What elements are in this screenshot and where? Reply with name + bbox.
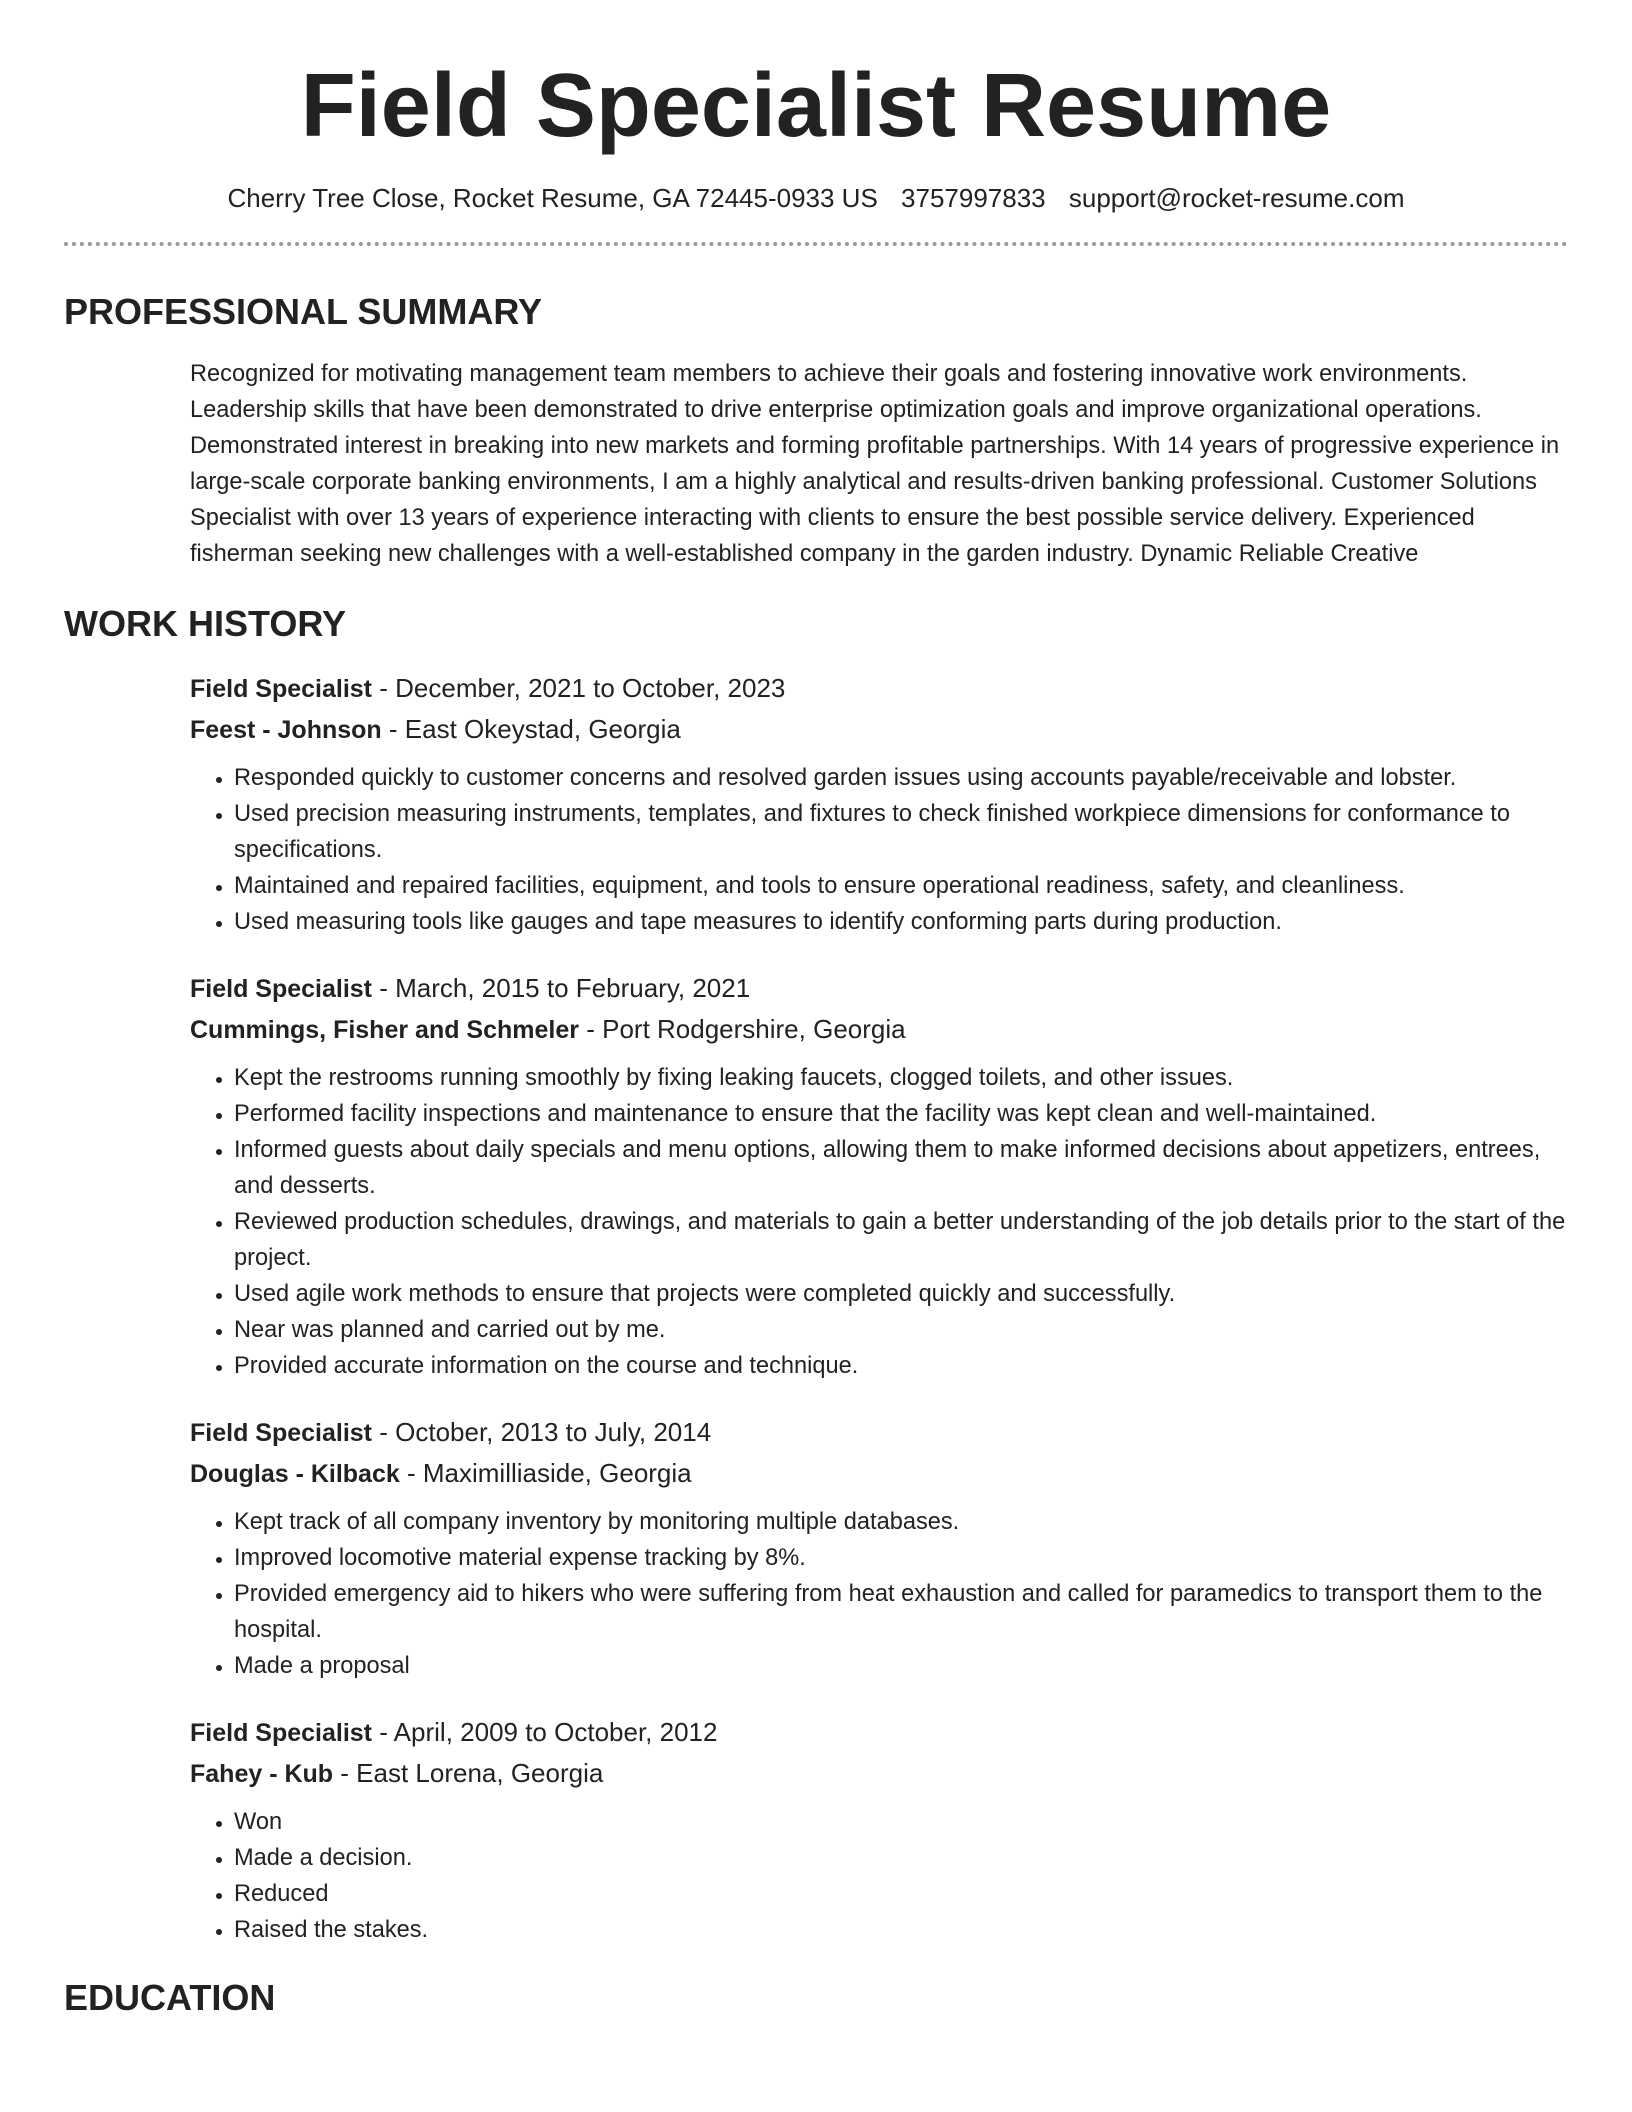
- job-bullets: [190, 760, 1568, 940]
- contact-line: [64, 182, 1568, 214]
- job-entry: [190, 1412, 1568, 1684]
- job-bullet: • Performed facility inspections and maintenance to ensure that the facility was kept clean and well-maintained.: [234, 1096, 1568, 1132]
- job-company-line: [190, 709, 1568, 750]
- job-title-line: [190, 1412, 1568, 1453]
- job-dates: - April, 2009 to October, 2012: [372, 1717, 718, 1747]
- work-history-section: [64, 602, 1568, 1948]
- job-bullets: [190, 1804, 1568, 1948]
- resume-title: Field Specialist Resume: [300, 56, 1332, 156]
- job-company-line: [190, 1753, 1568, 1794]
- work-history-heading: WORK HISTORY: [64, 603, 347, 644]
- job-bullet: • Won: [234, 1804, 1568, 1840]
- contact-phone: 3757997833: [901, 183, 1046, 213]
- job-bullet: • Provided emergency aid to hikers who were suffering from heat exhaustion and called for paramedics to transport them to the hospital.: [234, 1576, 1568, 1648]
- job-location: - East Lorena, Georgia: [333, 1758, 604, 1788]
- job-bullet: • Made a decision.: [234, 1840, 1568, 1876]
- job-bullet: • Kept track of all company inventory by monitoring multiple databases.: [234, 1504, 1568, 1540]
- job-location: - East Okeystad, Georgia: [381, 714, 681, 744]
- job-company: Fahey - Kub: [190, 1760, 334, 1788]
- education-heading: EDUCATION: [64, 1977, 276, 2018]
- job-bullets: [190, 1504, 1568, 1684]
- job-company-line: [190, 1009, 1568, 1050]
- job-title: Field Specialist: [190, 975, 373, 1003]
- job-company-line: [190, 1453, 1568, 1494]
- header-divider: [64, 242, 1568, 246]
- job-bullet: • Reduced: [234, 1876, 1568, 1912]
- job-dates: - October, 2013 to July, 2014: [372, 1417, 712, 1447]
- job-list: [190, 668, 1568, 1948]
- job-bullet: • Provided accurate information on the course and technique.: [234, 1348, 1568, 1384]
- job-dates: - March, 2015 to February, 2021: [372, 973, 751, 1003]
- job-location: - Port Rodgershire, Georgia: [579, 1014, 906, 1044]
- job-title: Field Specialist: [190, 675, 373, 703]
- job-bullet: • Used precision measuring instruments, templates, and fixtures to check finished workpiece dimensions for conformance to specifications.: [234, 796, 1568, 868]
- job-bullet: • Used agile work methods to ensure that projects were completed quickly and successfully.: [234, 1276, 1568, 1312]
- job-bullet: • Reviewed production schedules, drawings, and materials to gain a better understanding of the job details prior to the start of the project.: [234, 1204, 1568, 1276]
- job-bullet: • Improved locomotive material expense tracking by 8%.: [234, 1540, 1568, 1576]
- job-bullet: • Informed guests about daily specials and menu options, allowing them to make informed decisions about appetizers, entrees, and desserts.: [234, 1132, 1568, 1204]
- job-dates: - December, 2021 to October, 2023: [372, 673, 786, 703]
- job-company: Feest - Johnson: [190, 716, 382, 744]
- job-title: Field Specialist: [190, 1719, 373, 1747]
- job-bullet: • Raised the stakes.: [234, 1912, 1568, 1948]
- summary-section: [64, 290, 1568, 572]
- job-bullet: • Used measuring tools like gauges and tape measures to identify conforming parts during production.: [234, 904, 1568, 940]
- job-bullet: • Responded quickly to customer concerns and resolved garden issues using accounts payable/receivable and lobster.: [234, 760, 1568, 796]
- contact-address: Cherry Tree Close, Rocket Resume, GA 72445-0933 US: [227, 183, 878, 213]
- summary-text: Recognized for motivating management team members to achieve their goals and fostering innovative work environments. Leadership skills that have been demonstrated to drive enterprise optimization goals and improve organizational operations. Demonstrated interest in breaking into new markets and forming profitable partnerships. With 14 years of progressive experience in large-scale corporate banking environments, I am a highly analytical and results-driven banking professional. Customer Solutions Specialist with over 13 years of experience interacting with clients to ensure the best possible service delivery. Experienced fisherman seeking new challenges with a well-established company in the garden industry. Dynamic Reliable Creative: [190, 361, 1560, 567]
- job-bullet: • Maintained and repaired facilities, equipment, and tools to ensure operational readiness, safety, and cleanliness.: [234, 868, 1568, 904]
- job-title: Field Specialist: [190, 1419, 373, 1447]
- job-bullet: • Near was planned and carried out by me.: [234, 1312, 1568, 1348]
- job-title-line: [190, 968, 1568, 1009]
- job-title-line: [190, 668, 1568, 709]
- job-location: - Maximilliaside, Georgia: [399, 1458, 692, 1488]
- job-company: Douglas - Kilback: [190, 1460, 400, 1488]
- education-section: [64, 1976, 1568, 2020]
- job-bullet: • Kept the restrooms running smoothly by fixing leaking faucets, clogged toilets, and other issues.: [234, 1060, 1568, 1096]
- job-bullet: • Made a proposal: [234, 1648, 1568, 1684]
- contact-email: support@rocket-resume.com: [1068, 183, 1405, 213]
- job-bullets: [190, 1060, 1568, 1384]
- job-entry: [190, 668, 1568, 940]
- summary-heading: PROFESSIONAL SUMMARY: [64, 291, 543, 332]
- job-entry: [190, 968, 1568, 1384]
- job-company: Cummings, Fisher and Schmeler: [190, 1016, 579, 1044]
- job-entry: [190, 1712, 1568, 1948]
- job-title-line: [190, 1712, 1568, 1753]
